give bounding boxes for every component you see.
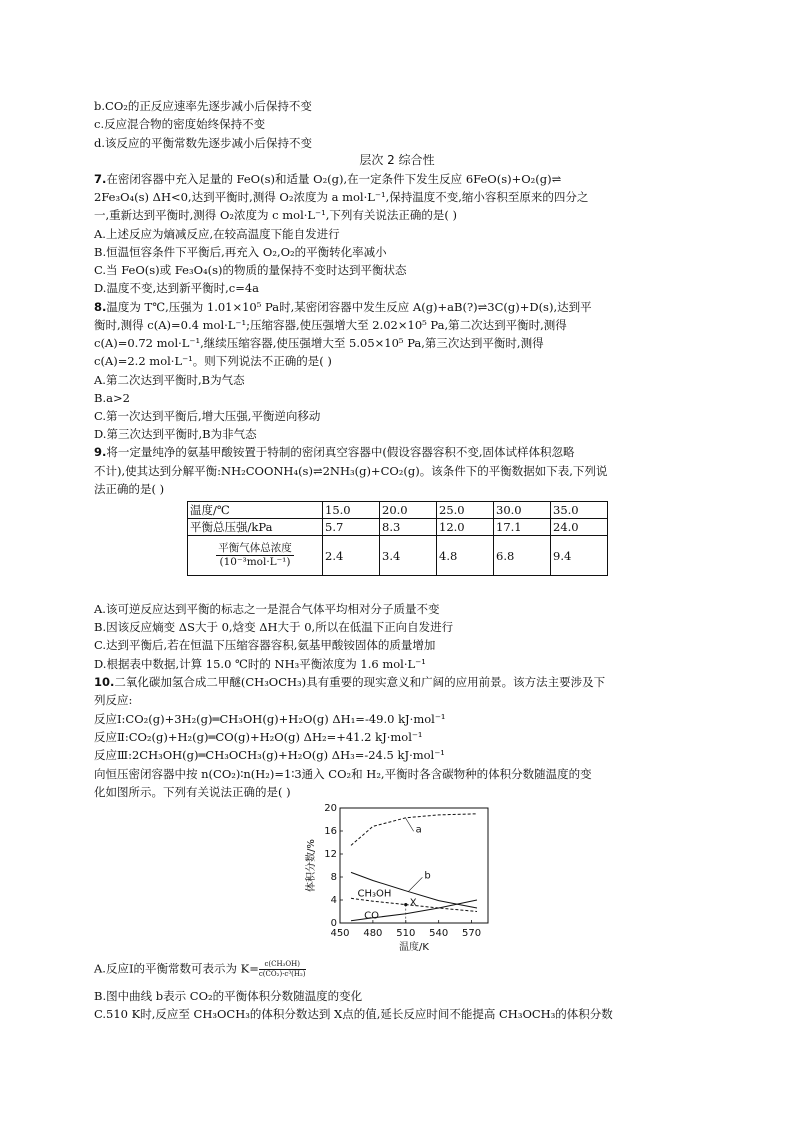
q10-option-c: C.510 K时,反应至 CH₃OCH₃的体积分数达到 X点的值,延长反应时间不能提高 CH₃OCH₃的体积分数 xyxy=(94,1007,613,1021)
y-axis-label: 体积分数/% xyxy=(306,839,317,892)
q7-line-2: 2Fe₃O₄(s) ΔH<0,达到平衡时,测得 O₂浓度为 a mol·L⁻¹,保持温度不变,缩小容积至原来的四分之 xyxy=(94,190,589,204)
q7-option-d: D.温度不变,达到新平衡时,c=4a xyxy=(94,281,260,295)
q8-line-2: 衡时,测得 c(A)=0.4 mol·L⁻¹;压缩容器,使压强增大至 2.02×10⁵ Pa,第二次达到平衡时,测得 xyxy=(94,318,567,332)
table-cell: 5.7 xyxy=(323,519,380,536)
fraction-numerator: c(CH₃OH) xyxy=(259,960,306,970)
curve-label-b: b xyxy=(424,870,431,882)
q10-reaction-1: 反应Ⅰ:CO₂(g)+3H₂(g)═CH₃OH(g)+H₂O(g) ΔH₁=-49.0 kJ·mol⁻¹ xyxy=(94,712,446,726)
y-tick-label: 16 xyxy=(324,826,337,837)
q7-option-b: B.恒温恒容条件下平衡后,再充入 O₂,O₂的平衡转化率减小 xyxy=(94,245,387,259)
q8-line-3: c(A)=0.72 mol·L⁻¹,继续压缩容器,使压强增大至 5.05×10⁵ Pa,第三次达到平衡时,测得 xyxy=(94,336,544,350)
table-cell: 3.4 xyxy=(380,536,437,576)
option-b: b.CO₂的正反应速率先逐步减小后保持不变 xyxy=(94,99,312,113)
q10-option-a-prefix: A.反应Ⅰ的平衡常数可表示为 K= xyxy=(94,961,259,976)
q7-number: 7. xyxy=(94,172,107,186)
q8-text-1: 温度为 T℃,压强为 1.01×10⁵ Pa时,某密闭容器中发生反应 A(g)+aB(?)⇌3C(g)+D(s),达到平 xyxy=(106,300,592,314)
y-tick-label: 20 xyxy=(324,803,337,814)
header-pressure: 平衡总压强/kPa xyxy=(188,519,323,536)
conc-label-bottom: (10⁻³mol·L⁻¹) xyxy=(219,556,291,568)
header-temperature: 温度/℃ xyxy=(188,502,323,519)
table-cell: 12.0 xyxy=(437,519,494,536)
q10-option-b: B.图中曲线 b表示 CO₂的平衡体积分数随温度的变化 xyxy=(94,989,363,1003)
table-cell: 20.0 xyxy=(380,502,437,519)
q9-line-1 xyxy=(94,444,575,460)
table-cell: 17.1 xyxy=(494,519,551,536)
equilibrium-data-table xyxy=(187,501,608,576)
q10-line-3: 向恒压密闭容器中按 n(CO₂)∶n(H₂)=1∶3通入 CO₂和 H₂,平衡时各含碳物种的体积分数随温度的变 xyxy=(94,767,592,781)
q8-number: 8. xyxy=(94,300,107,314)
q10-option-a xyxy=(94,960,306,979)
x-tick-label: 450 xyxy=(330,928,350,939)
q9-text-1: 将一定量纯净的氨基甲酸铵置于特制的密闭真空容器中(假设容器容积不变,固体试样体积忽略 xyxy=(106,445,575,459)
x-tick-label: 510 xyxy=(396,928,416,939)
q8-option-a: A.第二次达到平衡时,B为气态 xyxy=(94,373,245,387)
q7-option-c: C.当 FeO(s)或 Fe₃O₄(s)的物质的量保持不变时达到平衡状态 xyxy=(94,263,407,277)
table-row xyxy=(188,519,608,536)
equilibrium-constant-fraction xyxy=(259,960,306,979)
q8-line-1 xyxy=(94,299,592,315)
q9-line-3: 法正确的是( ) xyxy=(94,482,165,496)
y-tick-label: 8 xyxy=(330,872,337,883)
q7-option-a: A.上述反应为熵减反应,在较高温度下能自发进行 xyxy=(94,227,340,241)
q7-line-1 xyxy=(94,171,561,187)
q8-option-b: B.a>2 xyxy=(94,391,130,405)
conc-label-top: 平衡气体总浓度 xyxy=(218,542,292,554)
x-axis-label: 温度/K xyxy=(399,942,429,953)
table-cell: 6.8 xyxy=(494,536,551,576)
q10-number: 10. xyxy=(94,675,115,689)
leader-line xyxy=(408,877,422,892)
q8-option-d: D.第三次达到平衡时,B为非气态 xyxy=(94,427,257,441)
option-d: d.该反应的平衡常数先逐步减小后保持不变 xyxy=(94,136,313,150)
q10-reaction-3: 反应Ⅲ:2CH₃OH(g)═CH₃OCH₃(g)+H₂O(g) ΔH₃=-24.5 kJ·mol⁻¹ xyxy=(94,748,445,762)
curve-label-ch3oh: CH₃OH xyxy=(357,888,392,900)
curve-label-a: a xyxy=(415,824,422,836)
section-heading: 层次 2 综合性 xyxy=(359,153,435,167)
q9-option-d: D.根据表中数据,计算 15.0 ℃时的 NH₃平衡浓度为 1.6 mol·L⁻¹ xyxy=(94,657,426,671)
q8-option-c: C.第一次达到平衡后,增大压强,平衡逆向移动 xyxy=(94,409,321,423)
q10-line-1 xyxy=(94,674,605,690)
q10-reaction-2: 反应Ⅱ:CO₂(g)+H₂(g)═CO(g)+H₂O(g) ΔH₂=+41.2 kJ·mol⁻¹ xyxy=(94,730,423,744)
table-cell: 25.0 xyxy=(437,502,494,519)
y-tick-label: 12 xyxy=(324,849,337,860)
y-tick-label: 4 xyxy=(330,895,337,906)
leader-line xyxy=(406,818,414,831)
q9-option-c: C.达到平衡后,若在恒温下压缩容器容积,氨基甲酸铵固体的质量增加 xyxy=(94,638,436,652)
table-cell: 8.3 xyxy=(380,519,437,536)
q7-text-1: 在密闭容器中充入足量的 FeO(s)和适量 O₂(g),在一定条件下发生反应 6FeO(s)+O₂(g)⇌ xyxy=(106,172,562,186)
q9-option-a: A.该可逆反应达到平衡的标志之一是混合气体平均相对分子质量不变 xyxy=(94,602,440,616)
q10-line-4: 化如图所示。下列有关说法正确的是( ) xyxy=(94,785,291,799)
table-cell: 30.0 xyxy=(494,502,551,519)
y-tick-label: 0 xyxy=(330,918,337,929)
table-cell: 24.0 xyxy=(551,519,608,536)
table-row xyxy=(188,536,608,576)
fraction-denominator: c(CO₂)·c³(H₂) xyxy=(258,970,306,978)
table-cell: 2.4 xyxy=(323,536,380,576)
q9-option-b: B.因该反应熵变 ΔS大于 0,焓变 ΔH大于 0,所以在低温下正向自发进行 xyxy=(94,620,454,634)
x-tick-label: 540 xyxy=(429,928,449,939)
volume-fraction-chart xyxy=(300,800,500,962)
q10-line-2: 列反应: xyxy=(94,693,133,707)
curve-label-co: CO xyxy=(364,910,379,922)
header-concentration xyxy=(188,536,323,576)
option-c: c.反应混合物的密度始终保持不变 xyxy=(94,117,266,131)
x-tick-label: 480 xyxy=(363,928,383,939)
q7-line-3: 一,重新达到平衡时,测得 O₂浓度为 c mol·L⁻¹,下列有关说法正确的是( ) xyxy=(94,208,458,222)
point-x-label: X xyxy=(409,897,417,909)
q9-number: 9. xyxy=(94,445,107,459)
table-cell: 35.0 xyxy=(551,502,608,519)
table-row xyxy=(188,502,608,519)
q9-line-2: 不计),使其达到分解平衡:NH₂COONH₄(s)⇌2NH₃(g)+CO₂(g)。该条件下的平衡数据如下表,下列说 xyxy=(94,464,608,478)
table-cell: 4.8 xyxy=(437,536,494,576)
series-line-a xyxy=(351,814,477,846)
q10-text-1: 二氧化碳加氢合成二甲醚(CH₃OCH₃)具有重要的现实意义和广阔的应用前景。该方法主要涉及下 xyxy=(114,675,606,689)
x-tick-label: 570 xyxy=(462,928,482,939)
table-cell: 9.4 xyxy=(551,536,608,576)
table-cell: 15.0 xyxy=(323,502,380,519)
q8-line-4: c(A)=2.2 mol·L⁻¹。则下列说法不正确的是( ) xyxy=(94,354,332,368)
